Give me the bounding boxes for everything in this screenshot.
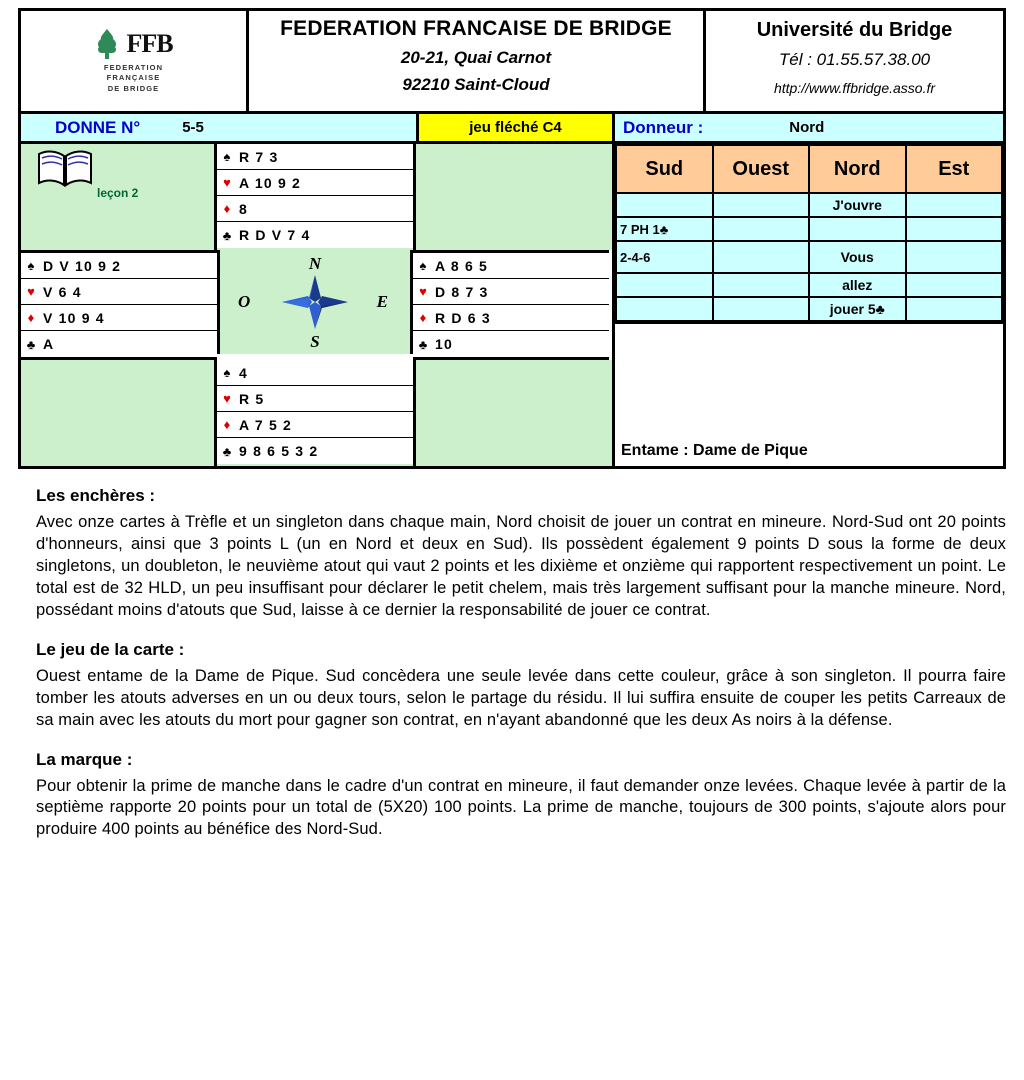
hand-south-spades [217, 360, 413, 386]
sheet-body [21, 144, 1003, 466]
bid-nord-2[interactable] [809, 217, 906, 241]
hand-north-diamonds [217, 196, 413, 222]
bid-est-3[interactable] [906, 241, 1003, 273]
diagram-blank-top-right [413, 144, 612, 250]
hand-east-diamonds-cards: R D 6 3 [435, 309, 491, 326]
compass-south-label: S [310, 332, 320, 351]
diagram-row-north [21, 144, 612, 250]
table-row [616, 241, 1002, 273]
ffb-logo-text: FFB [126, 29, 173, 59]
university-block [706, 11, 1003, 111]
diamond-icon: ♦ [223, 201, 231, 216]
hand-east-diamonds [413, 305, 609, 331]
deal-info-band [21, 114, 1003, 144]
hand-north-hearts [217, 170, 413, 196]
hand-south-hearts [217, 386, 413, 412]
deal-number-label: DONNE N° [55, 117, 141, 137]
diagram-row-middle [21, 250, 612, 360]
hand-north-clubs [217, 222, 413, 248]
bid-est-2[interactable] [906, 217, 1003, 241]
hand-south-spades-cards: 4 [239, 364, 248, 381]
lesson-label: leçon 2 [97, 186, 139, 200]
hand-south-diamonds-cards: A 7 5 2 [239, 416, 293, 433]
federation-address-2: 92210 Saint-Cloud [402, 75, 550, 94]
hand-east [413, 250, 609, 360]
club-icon: ♣ [222, 443, 232, 459]
table-row [616, 217, 1002, 241]
hand-south [217, 360, 413, 466]
jeu-fleche-badge: jeu fléché C4 [419, 114, 615, 141]
hand-west-diamonds-cards: V 10 9 4 [43, 309, 105, 326]
hand-south-hearts-cards: R 5 [239, 390, 265, 407]
diagram-blank-bottom-left [21, 360, 217, 466]
compass-east-label: E [376, 292, 388, 311]
tree-icon [94, 28, 120, 60]
section-title-marque: La marque : [36, 749, 133, 769]
university-url[interactable]: http://www.ffbridge.asso.fr [773, 80, 936, 96]
hand-east-hearts [413, 279, 609, 305]
bid-sud-3[interactable]: 2-4-6 [616, 241, 713, 273]
commentary [36, 486, 1006, 859]
bidding-col-ouest: Ouest [713, 145, 810, 193]
bidding-col-est: Est [906, 145, 1003, 193]
hand-north [217, 144, 413, 250]
bid-est-5[interactable] [906, 297, 1003, 321]
club-icon: ♣ [26, 336, 36, 352]
bid-nord-4[interactable]: allez [809, 273, 906, 297]
bidding-col-nord: Nord [809, 145, 906, 193]
diagram-blank-bottom-right [413, 360, 612, 466]
spade-icon: ♠ [223, 365, 231, 380]
table-row [616, 297, 1002, 321]
bid-sud-1[interactable] [616, 193, 713, 217]
deal-number [21, 114, 419, 141]
bidding-table [615, 144, 1003, 322]
hand-south-clubs-cards: 9 8 6 5 3 2 [239, 443, 319, 459]
ffb-logo [94, 28, 172, 60]
opening-lead-text: Entame : Dame de Pique [621, 442, 808, 459]
compass-star-icon [278, 271, 352, 333]
hand-north-diamonds-cards: 8 [239, 200, 248, 217]
club-icon: ♣ [222, 227, 232, 243]
hand-north-hearts-cards: A 10 9 2 [239, 174, 302, 191]
hand-south-clubs [217, 438, 413, 464]
heart-icon: ♥ [223, 391, 231, 406]
bid-nord-3[interactable]: Vous [809, 241, 906, 273]
hand-east-hearts-cards: D 8 7 3 [435, 283, 489, 300]
heart-icon: ♥ [419, 284, 427, 299]
spade-icon: ♠ [223, 149, 231, 164]
hand-west-spades [21, 253, 217, 279]
bid-nord-5[interactable]: jouer 5♣ [809, 297, 906, 321]
heart-icon: ♥ [223, 175, 231, 190]
section-text-marque: Pour obtenir la prime de manche dans le cadre d'un contrat en mineure, il faut demander onze levées. Chaque levée à partir de la septième rapporte 20 points pour un total de (5X20) 100 points. La prime de manche, toujours de 300 points, s'ajoute alors pour produire 400 points au bénéfice des Nord-Sud. [36, 776, 1006, 839]
bid-ouest-2[interactable] [713, 217, 810, 241]
hand-east-clubs-cards: 10 [435, 336, 453, 352]
dealer-value: Nord [789, 119, 825, 136]
section-text-jeu: Ouest entame de la Dame de Pique. Sud concèdera une seule levée dans cette couleur, grâce à son singleton. Il pourra faire tomber les atouts adverses en un ou deux tours, selon le partage du résidu. Il lui suffira ensuite de couper les petits Carreaux de sa main avec les atouts du mort pour gagner son contrat, en n'ayant abandonné que les deux As noirs à la défense. [36, 666, 1006, 729]
diamond-icon: ♦ [419, 310, 427, 325]
compass-north-label: N [308, 254, 322, 273]
section-title-jeu: Le jeu de la carte : [36, 639, 185, 659]
spade-icon: ♠ [27, 258, 35, 273]
spade-icon: ♠ [419, 258, 427, 273]
diagram-row-south [21, 360, 612, 466]
deal-number-value: 5-5 [182, 119, 204, 136]
sheet-header [21, 11, 1003, 114]
bid-ouest-3[interactable] [713, 241, 810, 273]
deal-diagram [21, 144, 615, 466]
bidding-header-row [616, 145, 1002, 193]
book-icon [37, 150, 93, 188]
diamond-icon: ♦ [223, 417, 231, 432]
bid-est-1[interactable] [906, 193, 1003, 217]
hand-west-spades-cards: D V 10 9 2 [43, 257, 122, 274]
bid-ouest-1[interactable] [713, 193, 810, 217]
table-row [616, 273, 1002, 297]
club-icon: ♣ [418, 336, 428, 352]
bidding-col-sud: Sud [616, 145, 713, 193]
deal-sheet [18, 8, 1006, 469]
hand-west-clubs [21, 331, 217, 357]
hand-east-spades [413, 253, 609, 279]
compass-west-label: O [238, 292, 251, 311]
bid-ouest-5[interactable] [713, 297, 810, 321]
bid-sud-2[interactable]: 7 PH 1♣ [616, 217, 713, 241]
bid-ouest-4[interactable] [713, 273, 810, 297]
ffb-logo-subtitle: FEDERATION FRANÇAISE DE BRIDGE [103, 63, 164, 93]
hand-west-hearts-cards: V 6 4 [43, 283, 82, 300]
hand-west-hearts [21, 279, 217, 305]
lesson-cell [21, 144, 217, 250]
diamond-icon: ♦ [27, 310, 35, 325]
dealer-label: Donneur : [623, 117, 704, 137]
hand-east-spades-cards: A 8 6 5 [435, 257, 489, 274]
university-title: Université du Bridge [756, 19, 953, 41]
heart-icon: ♥ [27, 284, 35, 299]
hand-south-diamonds [217, 412, 413, 438]
hand-west [21, 250, 217, 360]
bid-nord-1[interactable]: J'ouvre [809, 193, 906, 217]
federation-title: FEDERATION FRANCAISE DE BRIDGE [280, 17, 672, 40]
dealer-info [615, 114, 1003, 141]
hand-west-clubs-cards: A [43, 336, 55, 352]
bid-sud-4[interactable] [616, 273, 713, 297]
university-phone: Tél : 01.55.57.38.00 [778, 50, 931, 69]
bid-est-4[interactable] [906, 273, 1003, 297]
federation-block [249, 11, 706, 111]
hand-west-diamonds [21, 305, 217, 331]
hand-north-spades [217, 144, 413, 170]
table-row [616, 193, 1002, 217]
section-text-encheres: Avec onze cartes à Trèfle et un singleton dans chaque main, Nord choisit de jouer un contrat en mineure. Nord-Sud ont 20 points d'honneurs, ainsi que 3 points L (un en Nord et deux en Sud). Ils possèdent également 9 points D sous la forme de deux singletons, un doubleton, le neuvième atout qui vaut 2 points et les dixième et onzième qui rapportent respectivement un point. Le total est de 32 HLD, un peu insuffisant pour déclarer le petit chelem, mais très largement suffisant pour la manche mineure. Nord, possédant moins d'atouts que Sud, laisse à ce dernier la responsabilité de jouer ce contrat. [36, 513, 1006, 619]
hand-north-clubs-cards: R D V 7 4 [239, 227, 311, 243]
hand-north-spades-cards: R 7 3 [239, 148, 279, 165]
section-title-encheres: Les enchères : [36, 486, 156, 505]
bid-sud-5[interactable] [616, 297, 713, 321]
compass [217, 250, 413, 354]
ffb-logo-cell [21, 11, 249, 111]
hand-east-clubs [413, 331, 609, 357]
bidding-panel [615, 144, 1003, 466]
federation-address-1: 20-21, Quai Carnot [400, 48, 552, 67]
opening-lead-area [615, 322, 1003, 466]
